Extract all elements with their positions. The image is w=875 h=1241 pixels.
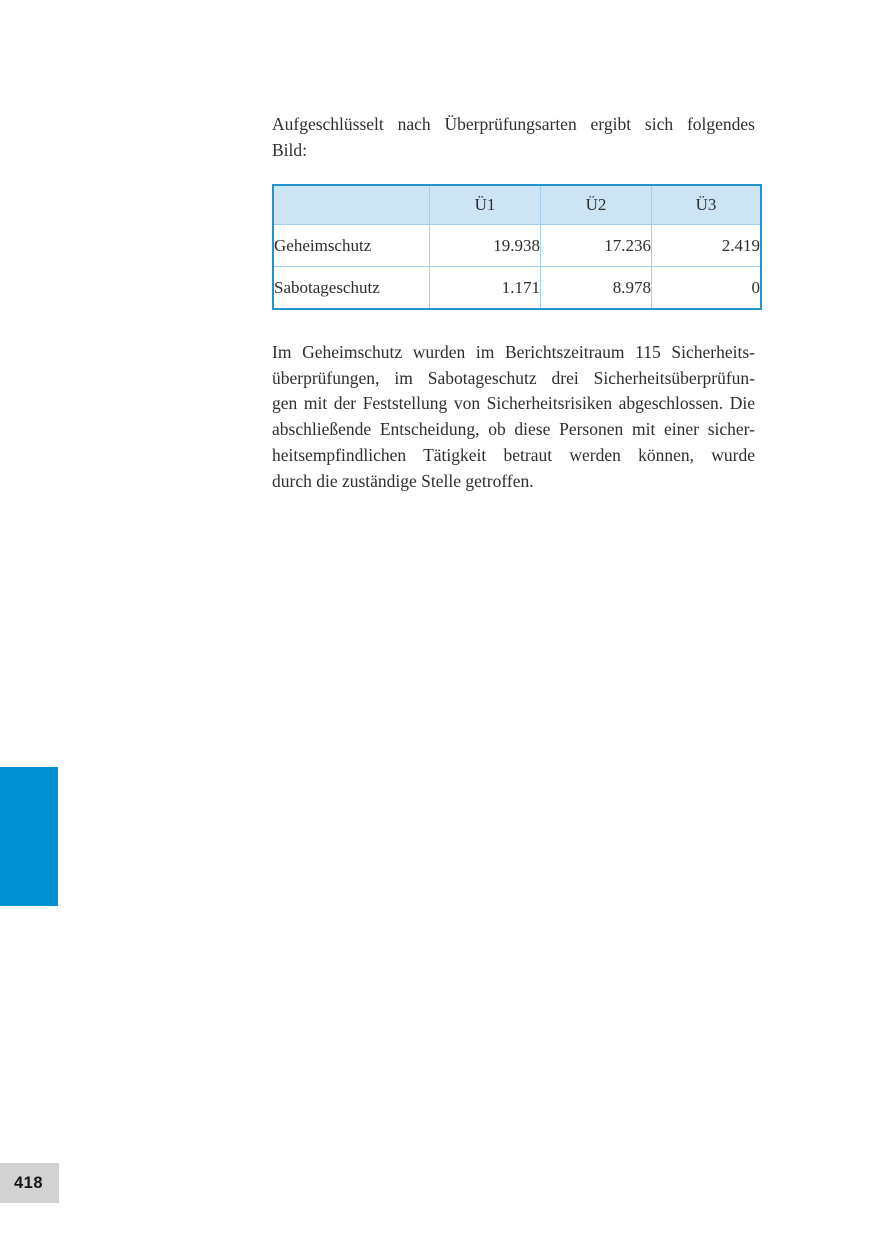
paragraph-line: Aufgeschlüsselt nach Überprüfungsarten ergibt sich folgendes bbox=[272, 114, 755, 134]
paragraph-line: abschließende Entscheidung, ob diese Personen mit einer sicher- bbox=[272, 419, 755, 440]
cell-value: 8.978 bbox=[541, 267, 652, 310]
paragraph-line: durch die zuständige Stelle getroffen. bbox=[272, 470, 534, 491]
cell-value: 17.236 bbox=[541, 225, 652, 267]
cell-value: 0 bbox=[652, 267, 762, 310]
table-row bbox=[273, 225, 761, 267]
table-header-row bbox=[273, 185, 761, 225]
ueberpruefungsarten-table bbox=[272, 184, 762, 310]
chapter-tab-marker bbox=[0, 767, 58, 906]
table-header-empty bbox=[273, 185, 430, 225]
statistics-table bbox=[272, 184, 760, 310]
table-header-u2: Ü2 bbox=[541, 185, 652, 225]
table-header-u1: Ü1 bbox=[430, 185, 541, 225]
row-label: Sabotageschutz bbox=[273, 267, 430, 310]
cell-value: 2.419 bbox=[652, 225, 762, 267]
paragraph-line: Im Geheimschutz wurden im Berichtszeitraum 115 Sicherheits- bbox=[272, 342, 755, 362]
paragraph-line: heitsempfindlichen Tätigkeit betraut werden können, wurde bbox=[272, 444, 755, 465]
table-header-u3: Ü3 bbox=[652, 185, 762, 225]
table-row bbox=[273, 267, 761, 310]
paragraph-line: gen mit der Feststellung von Sicherheitsrisiken abgeschlossen. Die bbox=[272, 393, 755, 414]
cell-value: 1.171 bbox=[430, 267, 541, 310]
paragraph-line: überprüfungen, im Sabotageschutz drei Sicherheitsüberprüfun- bbox=[272, 367, 755, 388]
row-label: Geheimschutz bbox=[273, 225, 430, 267]
body-paragraph bbox=[272, 340, 755, 494]
page-number-box bbox=[0, 1163, 59, 1203]
cell-value: 19.938 bbox=[430, 225, 541, 267]
page-number: 418 bbox=[14, 1173, 44, 1192]
paragraph-line: Bild: bbox=[272, 139, 308, 160]
intro-paragraph bbox=[272, 112, 755, 163]
